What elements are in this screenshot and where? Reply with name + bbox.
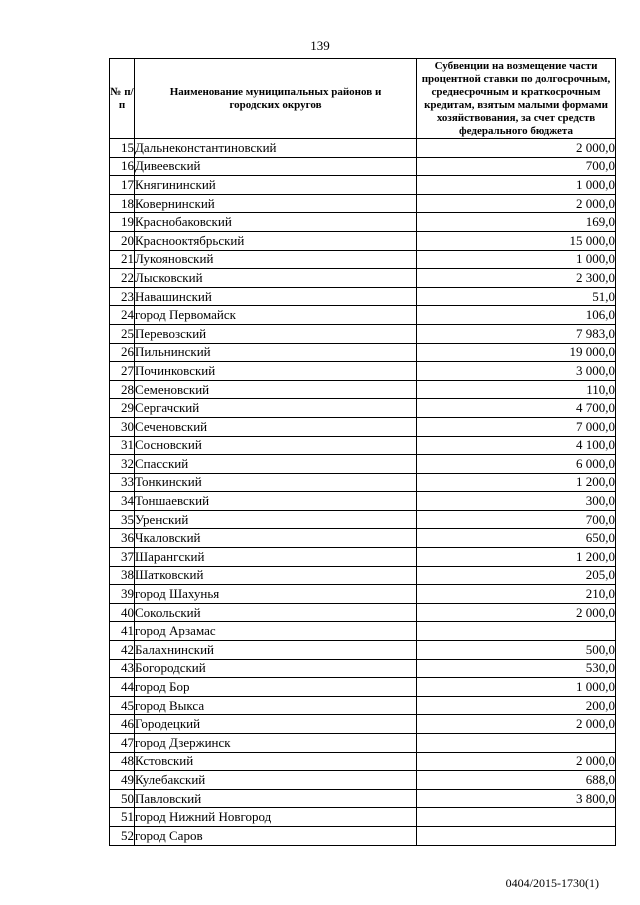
subsidy-value: 51,0 [417, 287, 616, 306]
district-name: Ковернинский [135, 194, 417, 213]
subsidy-table [109, 58, 616, 846]
table-row [110, 139, 616, 158]
row-number: 33 [110, 473, 135, 492]
subsidy-value: 700,0 [417, 157, 616, 176]
table-row [110, 176, 616, 195]
table-row [110, 585, 616, 604]
row-number: 31 [110, 436, 135, 455]
district-name: Городецкий [135, 715, 417, 734]
subsidy-value: 500,0 [417, 641, 616, 660]
table-row [110, 287, 616, 306]
row-number: 26 [110, 343, 135, 362]
row-number: 48 [110, 752, 135, 771]
subsidy-value: 1 000,0 [417, 176, 616, 195]
row-number: 51 [110, 808, 135, 827]
subsidy-value: 2 000,0 [417, 139, 616, 158]
subsidy-value: 110,0 [417, 380, 616, 399]
subsidy-value: 650,0 [417, 529, 616, 548]
subsidy-value: 200,0 [417, 696, 616, 715]
district-name: Сокольский [135, 603, 417, 622]
subsidy-value: 15 000,0 [417, 231, 616, 250]
district-name: Краснооктябрьский [135, 231, 417, 250]
subsidy-value [417, 622, 616, 641]
row-number: 24 [110, 306, 135, 325]
row-number: 43 [110, 659, 135, 678]
row-number: 41 [110, 622, 135, 641]
row-number: 17 [110, 176, 135, 195]
subsidy-value [417, 734, 616, 753]
row-number: 30 [110, 417, 135, 436]
district-name: город Выкса [135, 696, 417, 715]
district-name: Починковский [135, 362, 417, 381]
subsidy-value: 2 000,0 [417, 715, 616, 734]
table-row [110, 306, 616, 325]
table-row [110, 771, 616, 790]
subsidy-value: 19 000,0 [417, 343, 616, 362]
row-number: 35 [110, 510, 135, 529]
district-name: Лысковский [135, 269, 417, 288]
subsidy-value: 1 000,0 [417, 678, 616, 697]
table-row [110, 250, 616, 269]
district-name: Княгининский [135, 176, 417, 195]
row-number: 37 [110, 548, 135, 567]
district-name: Перевозский [135, 324, 417, 343]
district-name: Тоншаевский [135, 492, 417, 511]
table-row [110, 399, 616, 418]
subsidy-value: 2 000,0 [417, 752, 616, 771]
subsidy-value: 1 200,0 [417, 548, 616, 567]
row-number: 23 [110, 287, 135, 306]
row-number: 39 [110, 585, 135, 604]
district-name: Краснобаковский [135, 213, 417, 232]
subsidy-value: 210,0 [417, 585, 616, 604]
district-name: Сергачский [135, 399, 417, 418]
table-row [110, 715, 616, 734]
row-number: 34 [110, 492, 135, 511]
row-number: 20 [110, 231, 135, 250]
table-row [110, 362, 616, 381]
district-name: город Нижний Новгород [135, 808, 417, 827]
row-number: 29 [110, 399, 135, 418]
row-number: 27 [110, 362, 135, 381]
district-name: Спасский [135, 455, 417, 474]
header-num: № п/п [110, 59, 135, 139]
row-number: 16 [110, 157, 135, 176]
table-row [110, 194, 616, 213]
subsidy-value [417, 808, 616, 827]
subsidy-value: 2 300,0 [417, 269, 616, 288]
subsidy-value: 2 000,0 [417, 603, 616, 622]
row-number: 40 [110, 603, 135, 622]
row-number: 28 [110, 380, 135, 399]
table-row [110, 641, 616, 660]
district-name: Павловский [135, 789, 417, 808]
table-row [110, 473, 616, 492]
row-number: 52 [110, 826, 135, 845]
subsidy-value: 3 800,0 [417, 789, 616, 808]
table-row [110, 659, 616, 678]
row-number: 49 [110, 771, 135, 790]
district-name: Дивеевский [135, 157, 417, 176]
subsidy-value: 106,0 [417, 306, 616, 325]
district-name: Навашинский [135, 287, 417, 306]
row-number: 47 [110, 734, 135, 753]
table-row [110, 510, 616, 529]
table-row [110, 269, 616, 288]
table-body [110, 139, 616, 846]
table-row [110, 603, 616, 622]
district-name: Кстовский [135, 752, 417, 771]
subsidy-value: 205,0 [417, 566, 616, 585]
table-row [110, 808, 616, 827]
row-number: 45 [110, 696, 135, 715]
row-number: 18 [110, 194, 135, 213]
subsidy-value: 688,0 [417, 771, 616, 790]
table-header-row [110, 59, 616, 139]
subsidy-value [417, 826, 616, 845]
district-name: город Бор [135, 678, 417, 697]
row-number: 42 [110, 641, 135, 660]
page-number: 139 [310, 38, 330, 53]
row-number: 36 [110, 529, 135, 548]
subsidy-value: 4 100,0 [417, 436, 616, 455]
district-name: Семеновский [135, 380, 417, 399]
district-name: Уренский [135, 510, 417, 529]
row-number: 46 [110, 715, 135, 734]
district-name: город Шахунья [135, 585, 417, 604]
district-name: Шарангский [135, 548, 417, 567]
district-name: Богородский [135, 659, 417, 678]
table-row [110, 622, 616, 641]
header-name: Наименование муниципальных районов и городских округов [135, 59, 417, 139]
subsidy-value: 1 000,0 [417, 250, 616, 269]
table-row [110, 213, 616, 232]
district-name: Лукояновский [135, 250, 417, 269]
row-number: 22 [110, 269, 135, 288]
row-number: 32 [110, 455, 135, 474]
subsidy-value: 700,0 [417, 510, 616, 529]
subsidy-value: 2 000,0 [417, 194, 616, 213]
subsidy-value: 530,0 [417, 659, 616, 678]
table-row [110, 157, 616, 176]
row-number: 50 [110, 789, 135, 808]
subsidy-value: 6 000,0 [417, 455, 616, 474]
table-row [110, 826, 616, 845]
table-row [110, 752, 616, 771]
row-number: 44 [110, 678, 135, 697]
subsidy-value: 4 700,0 [417, 399, 616, 418]
table-row [110, 343, 616, 362]
table-row [110, 417, 616, 436]
district-name: Тонкинский [135, 473, 417, 492]
table-row [110, 529, 616, 548]
district-name: Пильнинский [135, 343, 417, 362]
district-name: Дальнеконстантиновский [135, 139, 417, 158]
table-row [110, 548, 616, 567]
subsidy-value: 7 983,0 [417, 324, 616, 343]
district-name: Сеченовский [135, 417, 417, 436]
subsidy-value: 300,0 [417, 492, 616, 511]
district-name: город Первомайск [135, 306, 417, 325]
district-name: город Саров [135, 826, 417, 845]
table-row [110, 324, 616, 343]
subsidy-value: 1 200,0 [417, 473, 616, 492]
table-row [110, 734, 616, 753]
row-number: 15 [110, 139, 135, 158]
table-row [110, 696, 616, 715]
district-name: город Арзамас [135, 622, 417, 641]
subsidy-value: 3 000,0 [417, 362, 616, 381]
district-name: Балахнинский [135, 641, 417, 660]
header-value: Субвенции на возмещение части процентной ставки по долгосрочным, среднесрочным и краткосрочным кредитам, взятым малыми формами хозяйствования, за счет средств федерального бюджета [417, 59, 616, 139]
subsidy-value: 169,0 [417, 213, 616, 232]
district-name: Шатковский [135, 566, 417, 585]
document-code: 0404/2015-1730(1) [505, 876, 599, 890]
table-row [110, 566, 616, 585]
subsidy-value: 7 000,0 [417, 417, 616, 436]
district-name: Чкаловский [135, 529, 417, 548]
table-row [110, 789, 616, 808]
row-number: 25 [110, 324, 135, 343]
row-number: 21 [110, 250, 135, 269]
table-row [110, 231, 616, 250]
row-number: 38 [110, 566, 135, 585]
district-name: Сосновский [135, 436, 417, 455]
row-number: 19 [110, 213, 135, 232]
table-row [110, 380, 616, 399]
district-name: Кулебакский [135, 771, 417, 790]
table-row [110, 455, 616, 474]
table-row [110, 492, 616, 511]
district-name: город Дзержинск [135, 734, 417, 753]
table-row [110, 436, 616, 455]
table-row [110, 678, 616, 697]
